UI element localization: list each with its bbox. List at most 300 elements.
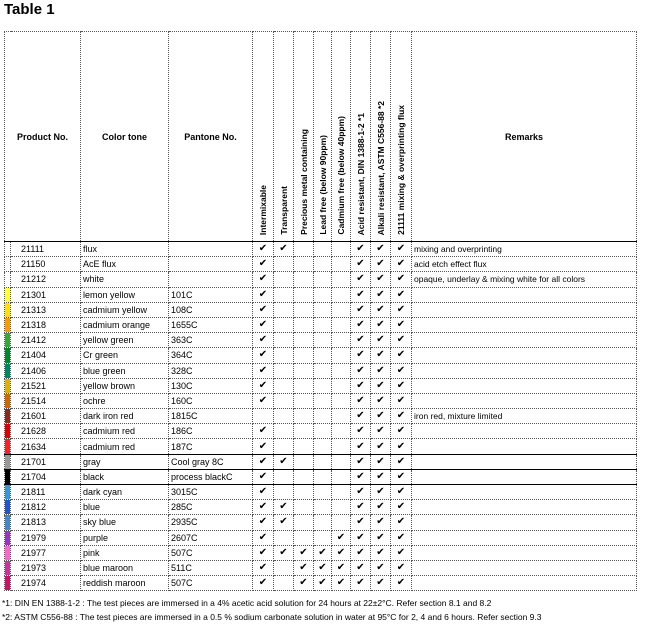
empty-cell: [294, 515, 314, 530]
product-no-cell: 21301: [11, 287, 81, 302]
header-pantone-no: Pantone No.: [169, 32, 253, 242]
empty-cell: [294, 242, 314, 257]
empty-cell: [294, 530, 314, 545]
empty-cell: [314, 287, 332, 302]
pantone-cell: 101C: [169, 287, 253, 302]
empty-cell: [332, 287, 351, 302]
color-tone-cell: Cr green: [81, 348, 169, 363]
pantone-cell: 328C: [169, 363, 253, 378]
empty-cell: [314, 439, 332, 454]
check-mark-icon: ✔: [253, 302, 274, 317]
check-mark-icon: ✔: [351, 363, 371, 378]
empty-cell: [314, 363, 332, 378]
product-no-cell: 21973: [11, 560, 81, 575]
product-no-cell: 21811: [11, 485, 81, 500]
check-mark-icon: ✔: [391, 485, 412, 500]
pantone-cell: 1815C: [169, 409, 253, 424]
check-mark-icon: ✔: [351, 393, 371, 408]
color-tone-cell: yellow green: [81, 333, 169, 348]
check-mark-icon: ✔: [391, 333, 412, 348]
check-mark-icon: ✔: [253, 560, 274, 575]
color-tone-cell: gray: [81, 454, 169, 469]
empty-cell: [274, 439, 294, 454]
table-row: [5, 317, 637, 332]
empty-cell: [332, 272, 351, 287]
remarks-cell: [412, 363, 637, 378]
empty-cell: [332, 500, 351, 515]
table-row: [5, 257, 637, 272]
pantone-cell: 160C: [169, 393, 253, 408]
check-mark-icon: ✔: [253, 348, 274, 363]
empty-cell: [314, 515, 332, 530]
check-mark-icon: ✔: [391, 287, 412, 302]
empty-cell: [274, 530, 294, 545]
check-mark-icon: ✔: [371, 393, 391, 408]
empty-cell: [314, 469, 332, 484]
empty-cell: [274, 393, 294, 408]
remarks-cell: [412, 485, 637, 500]
table-row: [5, 530, 637, 545]
table-row: [5, 485, 637, 500]
check-mark-icon: ✔: [351, 287, 371, 302]
product-table: [4, 31, 637, 591]
remarks-cell: [412, 560, 637, 575]
empty-cell: [332, 393, 351, 408]
remarks-cell: [412, 454, 637, 469]
check-mark-icon: ✔: [351, 485, 371, 500]
check-mark-icon: ✔: [253, 485, 274, 500]
product-no-cell: 21701: [11, 454, 81, 469]
check-mark-icon: ✔: [253, 272, 274, 287]
check-mark-icon: ✔: [253, 530, 274, 545]
pantone-cell: 130C: [169, 378, 253, 393]
color-tone-cell: sky blue: [81, 515, 169, 530]
empty-cell: [314, 500, 332, 515]
check-mark-icon: ✔: [314, 560, 332, 575]
table-row: [5, 393, 637, 408]
empty-cell: [294, 485, 314, 500]
product-no-cell: 21412: [11, 333, 81, 348]
color-tone-cell: cadmium yellow: [81, 302, 169, 317]
product-no-cell: 21514: [11, 393, 81, 408]
pantone-cell: [169, 242, 253, 257]
check-mark-icon: ✔: [332, 530, 351, 545]
header-lead-free: Lead free (below 90ppm): [314, 32, 332, 242]
check-mark-icon: ✔: [391, 302, 412, 317]
empty-cell: [332, 302, 351, 317]
color-tone-cell: dark iron red: [81, 409, 169, 424]
check-mark-icon: ✔: [274, 515, 294, 530]
product-no-cell: 21704: [11, 469, 81, 484]
check-mark-icon: ✔: [371, 515, 391, 530]
header-color-tone: Color tone: [81, 32, 169, 242]
check-mark-icon: ✔: [391, 242, 412, 257]
table-row: [5, 576, 637, 591]
color-tone-cell: blue green: [81, 363, 169, 378]
table-row: [5, 242, 637, 257]
check-mark-icon: ✔: [274, 454, 294, 469]
color-tone-cell: blue maroon: [81, 560, 169, 575]
check-mark-icon: ✔: [351, 424, 371, 439]
footnote-1: *1: DIN EN 1388-1-2 : The test pieces are immersed in a 4% acetic acid solution for 24 hours at 22±2°C. Refer section 8.1 and 8.2: [2, 598, 492, 608]
empty-cell: [274, 317, 294, 332]
header-intermixable: Intermixable: [253, 32, 274, 242]
empty-cell: [294, 302, 314, 317]
header-alkali-resistant: Alkali resistant, ASTM C556-88 *2: [371, 32, 391, 242]
empty-cell: [314, 454, 332, 469]
check-mark-icon: ✔: [253, 393, 274, 408]
table-row: [5, 348, 637, 363]
empty-cell: [314, 317, 332, 332]
check-mark-icon: ✔: [371, 485, 391, 500]
pantone-cell: 363C: [169, 333, 253, 348]
empty-cell: [294, 348, 314, 363]
check-mark-icon: ✔: [351, 242, 371, 257]
header-cadmium-free: Cadmium free (below 40ppm): [332, 32, 351, 242]
empty-cell: [294, 454, 314, 469]
check-mark-icon: ✔: [351, 302, 371, 317]
pantone-cell: 507C: [169, 545, 253, 560]
product-no-cell: 21601: [11, 409, 81, 424]
empty-cell: [274, 257, 294, 272]
product-no-cell: 21634: [11, 439, 81, 454]
check-mark-icon: ✔: [371, 257, 391, 272]
empty-cell: [332, 363, 351, 378]
remarks-cell: [412, 302, 637, 317]
check-mark-icon: ✔: [391, 424, 412, 439]
pantone-cell: [169, 272, 253, 287]
pantone-cell: process blackC: [169, 469, 253, 484]
check-mark-icon: ✔: [314, 545, 332, 560]
empty-cell: [274, 424, 294, 439]
empty-cell: [294, 257, 314, 272]
remarks-cell: [412, 439, 637, 454]
empty-cell: [332, 454, 351, 469]
pantone-cell: 186C: [169, 424, 253, 439]
pantone-cell: 507C: [169, 576, 253, 591]
product-no-cell: 21150: [11, 257, 81, 272]
empty-cell: [314, 485, 332, 500]
empty-cell: [314, 393, 332, 408]
pantone-cell: 2607C: [169, 530, 253, 545]
check-mark-icon: ✔: [253, 242, 274, 257]
pantone-cell: Cool gray 8C: [169, 454, 253, 469]
empty-cell: [274, 485, 294, 500]
header-product-no: Product No.: [5, 32, 81, 242]
empty-cell: [332, 348, 351, 363]
remarks-cell: [412, 515, 637, 530]
pantone-cell: 285C: [169, 500, 253, 515]
check-mark-icon: ✔: [351, 272, 371, 287]
empty-cell: [274, 302, 294, 317]
empty-cell: [274, 363, 294, 378]
check-mark-icon: ✔: [371, 576, 391, 591]
check-mark-icon: ✔: [371, 560, 391, 575]
empty-cell: [314, 302, 332, 317]
empty-cell: [274, 409, 294, 424]
empty-cell: [294, 317, 314, 332]
empty-cell: [314, 242, 332, 257]
table-row: [5, 515, 637, 530]
color-tone-cell: black: [81, 469, 169, 484]
header-row: [5, 32, 637, 242]
color-tone-cell: flux: [81, 242, 169, 257]
empty-cell: [314, 409, 332, 424]
empty-cell: [274, 576, 294, 591]
color-tone-cell: cadmium red: [81, 439, 169, 454]
empty-cell: [332, 242, 351, 257]
empty-cell: [332, 424, 351, 439]
pantone-cell: 2935C: [169, 515, 253, 530]
table-row: [5, 560, 637, 575]
empty-cell: [294, 439, 314, 454]
pantone-cell: 108C: [169, 302, 253, 317]
color-tone-cell: yellow brown: [81, 378, 169, 393]
empty-cell: [314, 272, 332, 287]
remarks-cell: acid etch effect flux: [412, 257, 637, 272]
table-title: Table 1: [4, 1, 55, 18]
check-mark-icon: ✔: [371, 454, 391, 469]
check-mark-icon: ✔: [371, 317, 391, 332]
check-mark-icon: ✔: [371, 242, 391, 257]
remarks-cell: [412, 378, 637, 393]
check-mark-icon: ✔: [274, 500, 294, 515]
table-row: [5, 439, 637, 454]
empty-cell: [274, 560, 294, 575]
check-mark-icon: ✔: [332, 560, 351, 575]
check-mark-icon: ✔: [351, 454, 371, 469]
table-row: [5, 424, 637, 439]
product-no-cell: 21406: [11, 363, 81, 378]
header-transparent: Transparent: [274, 32, 294, 242]
header-mixing-flux: 21111 mixing & overprinting flux: [391, 32, 412, 242]
color-tone-cell: dark cyan: [81, 485, 169, 500]
empty-cell: [274, 272, 294, 287]
check-mark-icon: ✔: [371, 545, 391, 560]
color-tone-cell: pink: [81, 545, 169, 560]
product-no-cell: 21812: [11, 500, 81, 515]
product-no-cell: 21813: [11, 515, 81, 530]
check-mark-icon: ✔: [371, 378, 391, 393]
product-no-cell: 21111: [11, 242, 81, 257]
check-mark-icon: ✔: [351, 576, 371, 591]
pantone-cell: 1655C: [169, 317, 253, 332]
check-mark-icon: ✔: [391, 454, 412, 469]
header-remarks: Remarks: [412, 32, 637, 242]
table-row: [5, 287, 637, 302]
check-mark-icon: ✔: [371, 530, 391, 545]
remarks-cell: [412, 393, 637, 408]
check-mark-icon: ✔: [294, 560, 314, 575]
check-mark-icon: ✔: [371, 333, 391, 348]
check-mark-icon: ✔: [351, 545, 371, 560]
empty-cell: [294, 393, 314, 408]
empty-cell: [314, 257, 332, 272]
check-mark-icon: ✔: [253, 257, 274, 272]
check-mark-icon: ✔: [391, 530, 412, 545]
empty-cell: [332, 485, 351, 500]
empty-cell: [294, 378, 314, 393]
check-mark-icon: ✔: [391, 363, 412, 378]
table-row: [5, 333, 637, 348]
pantone-cell: 511C: [169, 560, 253, 575]
check-mark-icon: ✔: [253, 545, 274, 560]
empty-cell: [332, 469, 351, 484]
check-mark-icon: ✔: [351, 333, 371, 348]
check-mark-icon: ✔: [371, 424, 391, 439]
check-mark-icon: ✔: [253, 576, 274, 591]
table-row: [5, 469, 637, 484]
check-mark-icon: ✔: [351, 515, 371, 530]
remarks-cell: [412, 348, 637, 363]
footnote-2: *2: ASTM C556-88 : The test pieces are immersed in a 0.5 % sodium carbonate solution in water at 95°C for 2, 4 and 6 hours. Refer section 9.3: [2, 612, 542, 622]
remarks-cell: [412, 530, 637, 545]
table-row: [5, 302, 637, 317]
pantone-cell: 187C: [169, 439, 253, 454]
empty-cell: [274, 469, 294, 484]
check-mark-icon: ✔: [253, 317, 274, 332]
pantone-cell: 3015C: [169, 485, 253, 500]
remarks-cell: [412, 424, 637, 439]
product-no-cell: 21313: [11, 302, 81, 317]
table-row: [5, 545, 637, 560]
color-tone-cell: blue: [81, 500, 169, 515]
check-mark-icon: ✔: [371, 363, 391, 378]
check-mark-icon: ✔: [332, 576, 351, 591]
empty-cell: [314, 424, 332, 439]
table-row: [5, 409, 637, 424]
remarks-cell: [412, 469, 637, 484]
product-no-cell: 21974: [11, 576, 81, 591]
empty-cell: [332, 515, 351, 530]
check-mark-icon: ✔: [314, 576, 332, 591]
empty-cell: [332, 317, 351, 332]
color-tone-cell: cadmium orange: [81, 317, 169, 332]
check-mark-icon: ✔: [253, 500, 274, 515]
color-tone-cell: reddish maroon: [81, 576, 169, 591]
empty-cell: [332, 378, 351, 393]
product-no-cell: 21628: [11, 424, 81, 439]
color-tone-cell: ochre: [81, 393, 169, 408]
color-tone-cell: cadmium red: [81, 424, 169, 439]
check-mark-icon: ✔: [391, 317, 412, 332]
color-tone-cell: purple: [81, 530, 169, 545]
remarks-cell: opaque, underlay & mixing white for all colors: [412, 272, 637, 287]
empty-cell: [294, 469, 314, 484]
check-mark-icon: ✔: [351, 500, 371, 515]
remarks-cell: [412, 333, 637, 348]
empty-cell: [294, 500, 314, 515]
check-mark-icon: ✔: [391, 545, 412, 560]
check-mark-icon: ✔: [391, 469, 412, 484]
check-mark-icon: ✔: [391, 500, 412, 515]
check-mark-icon: ✔: [371, 500, 391, 515]
check-mark-icon: ✔: [253, 454, 274, 469]
check-mark-icon: ✔: [253, 333, 274, 348]
empty-cell: [314, 348, 332, 363]
check-mark-icon: ✔: [253, 378, 274, 393]
color-tone-cell: AcE flux: [81, 257, 169, 272]
check-mark-icon: ✔: [351, 439, 371, 454]
remarks-cell: iron red, mixture limited: [412, 409, 637, 424]
check-mark-icon: ✔: [274, 242, 294, 257]
empty-cell: [332, 409, 351, 424]
check-mark-icon: ✔: [351, 409, 371, 424]
color-tone-cell: lemon yellow: [81, 287, 169, 302]
table-row: [5, 363, 637, 378]
empty-cell: [294, 287, 314, 302]
product-no-cell: 21404: [11, 348, 81, 363]
empty-cell: [253, 409, 274, 424]
empty-cell: [294, 409, 314, 424]
check-mark-icon: ✔: [371, 469, 391, 484]
empty-cell: [332, 257, 351, 272]
remarks-cell: [412, 317, 637, 332]
check-mark-icon: ✔: [332, 545, 351, 560]
table-row: [5, 378, 637, 393]
table-row: [5, 272, 637, 287]
remarks-cell: [412, 545, 637, 560]
check-mark-icon: ✔: [391, 576, 412, 591]
check-mark-icon: ✔: [391, 560, 412, 575]
check-mark-icon: ✔: [253, 515, 274, 530]
check-mark-icon: ✔: [391, 348, 412, 363]
remarks-cell: mixing and overprinting: [412, 242, 637, 257]
remarks-cell: [412, 500, 637, 515]
check-mark-icon: ✔: [391, 393, 412, 408]
check-mark-icon: ✔: [351, 257, 371, 272]
empty-cell: [274, 333, 294, 348]
check-mark-icon: ✔: [274, 545, 294, 560]
header-acid-resistant: Acid resistant, DIN 1388-1-2 *1: [351, 32, 371, 242]
check-mark-icon: ✔: [351, 348, 371, 363]
table-row: [5, 454, 637, 469]
check-mark-icon: ✔: [371, 272, 391, 287]
check-mark-icon: ✔: [371, 439, 391, 454]
check-mark-icon: ✔: [371, 302, 391, 317]
empty-cell: [294, 333, 314, 348]
check-mark-icon: ✔: [351, 530, 371, 545]
remarks-cell: [412, 576, 637, 591]
check-mark-icon: ✔: [253, 439, 274, 454]
product-no-cell: 21977: [11, 545, 81, 560]
color-tone-cell: white: [81, 272, 169, 287]
check-mark-icon: ✔: [371, 409, 391, 424]
check-mark-icon: ✔: [391, 515, 412, 530]
empty-cell: [332, 439, 351, 454]
table-row: [5, 500, 637, 515]
remarks-cell: [412, 287, 637, 302]
empty-cell: [274, 378, 294, 393]
check-mark-icon: ✔: [351, 469, 371, 484]
check-mark-icon: ✔: [391, 257, 412, 272]
product-no-cell: 21979: [11, 530, 81, 545]
pantone-cell: 364C: [169, 348, 253, 363]
check-mark-icon: ✔: [391, 439, 412, 454]
check-mark-icon: ✔: [371, 348, 391, 363]
header-precious-metal: Precious metal containing: [294, 32, 314, 242]
check-mark-icon: ✔: [253, 363, 274, 378]
check-mark-icon: ✔: [351, 560, 371, 575]
product-no-cell: 21212: [11, 272, 81, 287]
empty-cell: [274, 348, 294, 363]
empty-cell: [294, 272, 314, 287]
check-mark-icon: ✔: [351, 317, 371, 332]
empty-cell: [314, 333, 332, 348]
empty-cell: [332, 333, 351, 348]
check-mark-icon: ✔: [294, 576, 314, 591]
empty-cell: [294, 363, 314, 378]
